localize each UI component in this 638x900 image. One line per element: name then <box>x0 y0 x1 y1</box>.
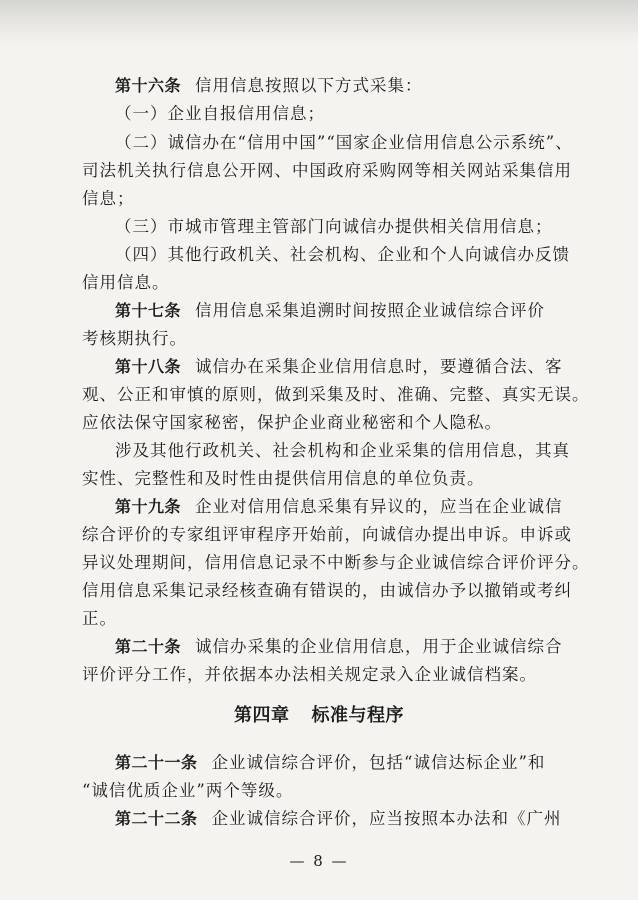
article-19-line-1 <box>115 494 565 520</box>
article-20-line-1 <box>115 634 565 660</box>
article-22-line-1 <box>115 806 565 832</box>
chapter-number: 第四章 <box>234 705 290 726</box>
article-22-text: 企业诚信综合评价，应当按照本办法和《广州 <box>211 809 562 828</box>
article-18-line-3: 应依法保守国家秘密，保护企业商业秘密和个人隐私。 <box>82 413 502 432</box>
article-20-label: 第二十条 <box>115 637 182 656</box>
article-16-item-4-line-2: 信用信息。 <box>82 273 170 292</box>
article-19-label: 第十九条 <box>115 497 182 516</box>
article-16-text: 信用信息按照以下方式采集： <box>195 76 423 95</box>
article-17-text: 信用信息采集追溯时间按照企业诚信综合评价 <box>195 301 546 320</box>
article-16-item-2-line-3: 信息； <box>82 189 135 208</box>
article-18-text: 诚信办在采集企业信用信息时，要遵循合法、客 <box>195 357 563 376</box>
article-16-item-4-line-1: （四）其他行政机关、社会机构、企业和个人向诚信办反馈 <box>115 245 570 264</box>
article-18-para-2-line-1: 涉及其他行政机关、社会机构和企业采集的信用信息，其真 <box>115 441 570 460</box>
article-16-item-1: （一）企业自报信用信息； <box>115 104 325 123</box>
article-22-label: 第二十二条 <box>115 809 198 828</box>
article-18-label: 第十八条 <box>115 357 182 376</box>
article-16-item-2-line-1: （二）诚信办在“信用中国”“国家企业信用信息公示系统”、 <box>115 133 573 152</box>
chapter-heading <box>0 702 638 730</box>
chapter-title: 标准与程序 <box>311 705 404 726</box>
article-21-line-2: “诚信优质企业”两个等级。 <box>82 781 294 800</box>
article-16-item-2-line-2: 司法机关执行信息公开网、中国政府采购网等相关网站采集信用 <box>82 161 572 180</box>
article-20-line-2: 评价评分工作，并依据本办法相关规定录入企业诚信档案。 <box>82 665 537 684</box>
article-19-text: 企业对信用信息采集有异议的，应当在企业诚信 <box>195 497 563 516</box>
article-17-line-1 <box>115 298 565 324</box>
article-19-line-4: 信用信息采集记录经核查确有错误的，由诚信办予以撤销或考纠 <box>82 581 572 600</box>
article-19-line-3: 异议处理期间，信用信息记录不中断参与企业诚信综合评价评分。 <box>82 553 590 572</box>
article-16-line-1 <box>115 73 565 99</box>
article-18-line-2: 观、公正和审慎的原则，做到采集及时、准确、完整、真实无误。 <box>82 385 590 404</box>
article-21-text: 企业诚信综合评价，包括“诚信达标企业”和 <box>211 753 546 772</box>
article-17-label: 第十七条 <box>115 301 182 320</box>
article-20-text: 诚信办采集的企业信用信息，用于企业诚信综合 <box>195 637 563 656</box>
article-16-label: 第十六条 <box>115 76 182 95</box>
article-19-line-2: 综合评价的专家组评审程序开始前，向诚信办提出申诉。申诉或 <box>82 525 572 544</box>
article-17-line-2: 考核期执行。 <box>82 329 187 348</box>
article-19-line-5: 正。 <box>82 609 117 628</box>
article-16-item-3: （三）市城市管理主管部门向诚信办提供相关信用信息； <box>115 217 553 236</box>
article-21-label: 第二十一条 <box>115 753 198 772</box>
article-21-line-1 <box>115 750 565 776</box>
article-18-para-2-line-2: 实性、完整性和及时性由提供信用信息的单位负责。 <box>82 469 485 488</box>
page-number: — 8 — <box>289 852 349 870</box>
article-18-line-1 <box>115 354 565 380</box>
